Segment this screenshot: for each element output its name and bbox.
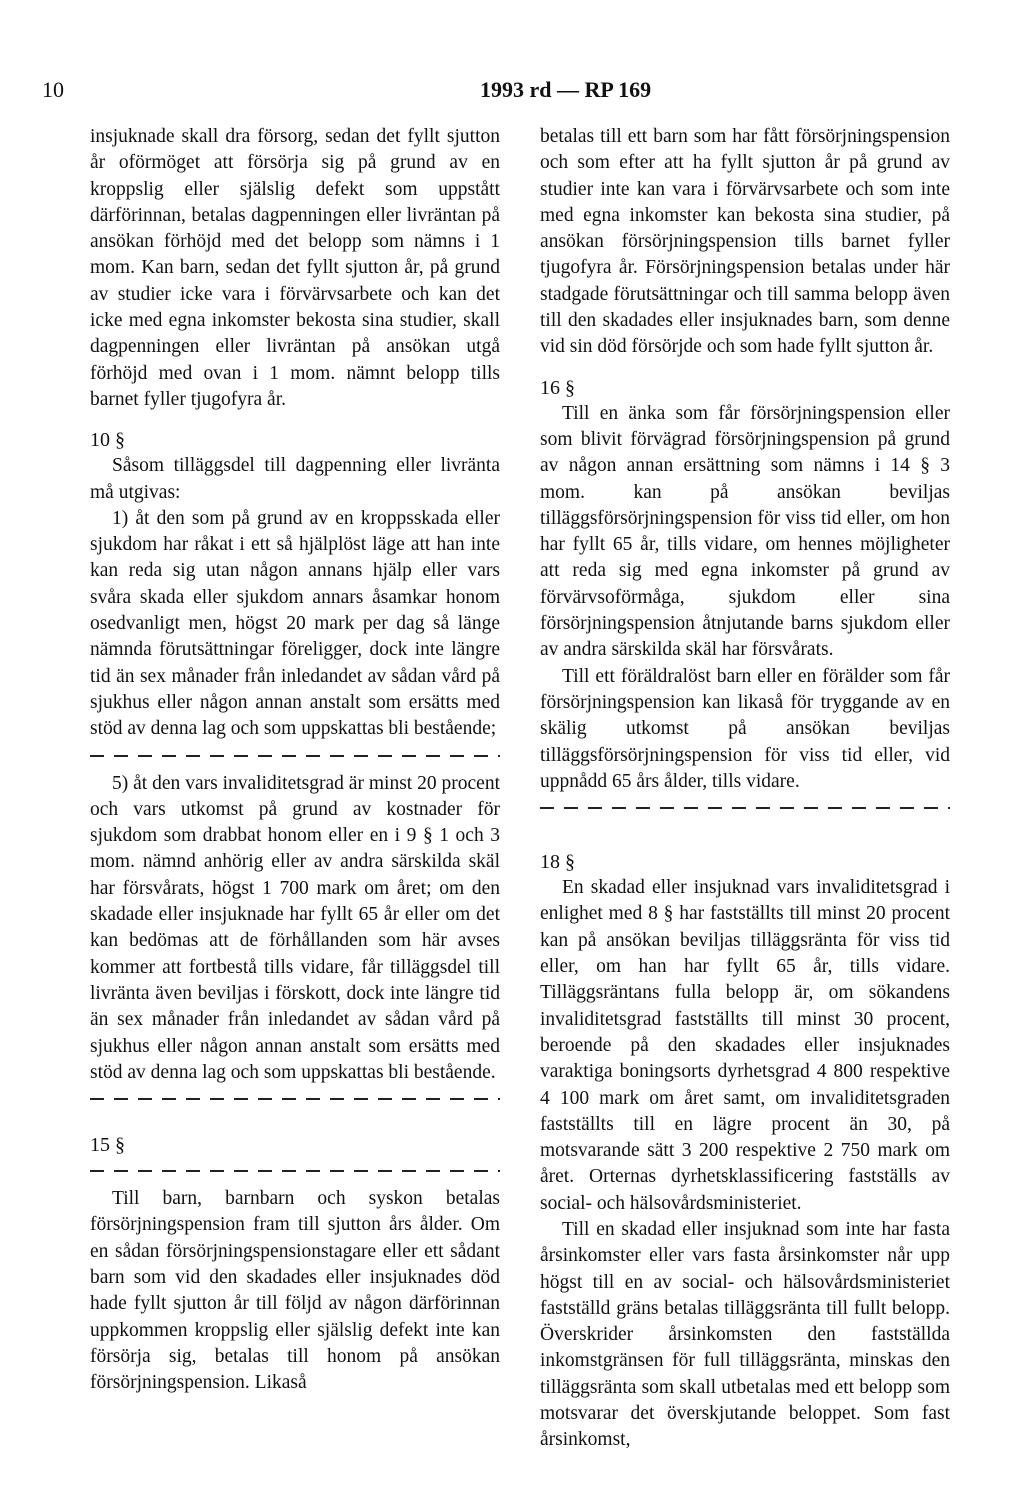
- section-heading-15: 15 §: [90, 1134, 125, 1157]
- paragraph: betalas till ett barn som har fått försörjningspension och som efter att ha fyllt sjutton år på grund av studier inte kan vara i förvärvsarbete och som inte med egna inkomster kan bekosta sina studier, på ansökan försörjningspension tills barnet fyller tjugofyra år. Försörjningspension betalas under här stadgade förutsättningar och till samma belopp även till den skadades eller insjuknades barn, som denne vid sin död försörjde och som hade fyllt sjutton år.: [540, 126, 950, 358]
- left-column: [90, 124, 500, 1396]
- paragraph: Till barn, barnbarn och syskon betalas försörjningspension fram till sjutton års ålder. Om en sådan försörjningspensionstagare eller ett sådant barn som vid den skadades eller insjuknades död hade fyllt sjutton år till följd av någon därförinnan uppkommen kroppslig eller själslig defekt inte kan försörja sig, betalas till honom på ansökan försörjningspension. Likaså: [90, 1188, 500, 1394]
- paragraph: insjuknade skall dra försorg, sedan det fyllt sjutton år oförmöget att försörja sig på grund av en kroppslig eller själslig defekt som uppstått därförinnan, betalas dagpenningen eller livräntan på ansökan förhöjd med det belopp som nämns i 1 mom. Kan barn, sedan det fyllt sjutton år, på grund av studier icke vara i förvärvsarbete och kan det icke med egna inkomster bekosta sina studier, skall dagpenningen eller livräntan på ansökan utgå förhöjd med ovan i 1 mom. nämnt belopp tills barnet fyller tjugofyra år.: [90, 126, 500, 410]
- right-column: [540, 124, 950, 1454]
- omission-divider: [90, 1098, 500, 1100]
- paragraph: 5) åt den vars invaliditetsgrad är minst 20 procent och vars utkomst på grund av kostnader för sjukdom som drabbat honom eller en i 9 § 1 och 3 mom. nämnd anhörig eller av andra särskilda skäl har försvårats, högst 1 700 mark om året; om den skadade eller insjuknade har fyllt 65 år eller om det kan bedömas att de förhållanden som här avses kommer att fortbestå tills vidare, får tilläggsdel till livränta även beviljas i förskott, dock inte längre tid än sex månader från inledandet av sådan vård på sjukhus eller någon annan anstalt som ersätts med stöd av denna lag och som uppskattas bli bestående.: [90, 772, 500, 1083]
- omission-divider: [90, 1170, 500, 1172]
- paragraph: En skadad eller insjuknad vars invaliditetsgrad i enlighet med 8 § har fastställts till minst 20 procent kan på ansökan beviljas tilläggsränta för viss tid eller, om han har fyllt 65 år, tills vidare. Tilläggsräntans fulla belopp är, om sökandens invaliditetsgrad fastställts till minst 30 procent, beroende på den skadades eller insjuknades varaktiga boningsorts dyrhetsgrad 4 800 respektive 4 100 mark om året samt, om invaliditetsgraden fastställts till en lägre procent än 30, på motsvarande sätt 3 200 respektive 2 750 mark om året. Orternas dyrhetsklassificering fastställs av social- och hälsovårdsministeriet.: [540, 877, 950, 1214]
- paragraph: Såsom tilläggsdel till dagpenning eller livränta må utgivas:: [90, 455, 500, 503]
- paragraph: Till en skadad eller insjuknad som inte har fasta årsinkomster eller vars fasta årsinkomster når upp högst till en av social- och hälsovårdsministeriet fastställd gräns betalas tilläggsränta till fullt belopp. Överskrider årsinkomsten den fastställda inkomstgränsen för full tilläggsränta, minskas den tilläggsränta som skall utbetalas med ett belopp som motsvarar det överskjutande beloppet. Som fast årsinkomst,: [540, 1218, 950, 1451]
- omission-divider: [90, 755, 500, 757]
- paragraph: 1) åt den som på grund av en kroppsskada eller sjukdom har råkat i ett så hjälplöst läge att han inte kan reda sig utan någon annans hjälp eller vars svåra skada eller sjukdom annars åsamkar honom osedvanligt men, högst 20 mark per dag så länge nämnda förutsättningar föreligger, dock inte längre tid än sex månader från inledandet av sådan vård på sjukhus eller någon annan anstalt som ersätts med stöd av denna lag och som uppskattas bli bestående;: [90, 507, 500, 740]
- section-heading-10: 10 §: [90, 429, 125, 452]
- section-heading-16: 16 §: [540, 376, 575, 399]
- section-heading-18: 18 §: [540, 851, 575, 874]
- document-reference: 1993 rd — RP 169: [480, 77, 652, 102]
- page-number: 10: [42, 77, 64, 102]
- page-header: [42, 76, 992, 104]
- omission-divider: [540, 807, 950, 809]
- paragraph: Till en änka som får försörjningspension eller som blivit förvägrad försörjningspension på grund av någon annan ersättning som nämns i 14 § 3 mom. kan på ansökan beviljas tilläggsförsörjningspension för viss tid eller, om hon har fyllt 65 år, tills vidare, om hennes möjligheter att reda sig med egna inkomster på grund av förvärvsoförmåga, sjukdom eller sina försörjningspension åtnjutande barns sjukdom eller av andra särskilda skäl har försvårats.: [540, 402, 950, 661]
- paragraph: Till ett föräldralöst barn eller en förälder som får försörjningspension kan likaså för tryggande av en skälig utkomst på ansökan beviljas tilläggsförsörjningspension för viss tid eller, vid uppnådd 65 års ålder, tills vidare.: [540, 665, 950, 792]
